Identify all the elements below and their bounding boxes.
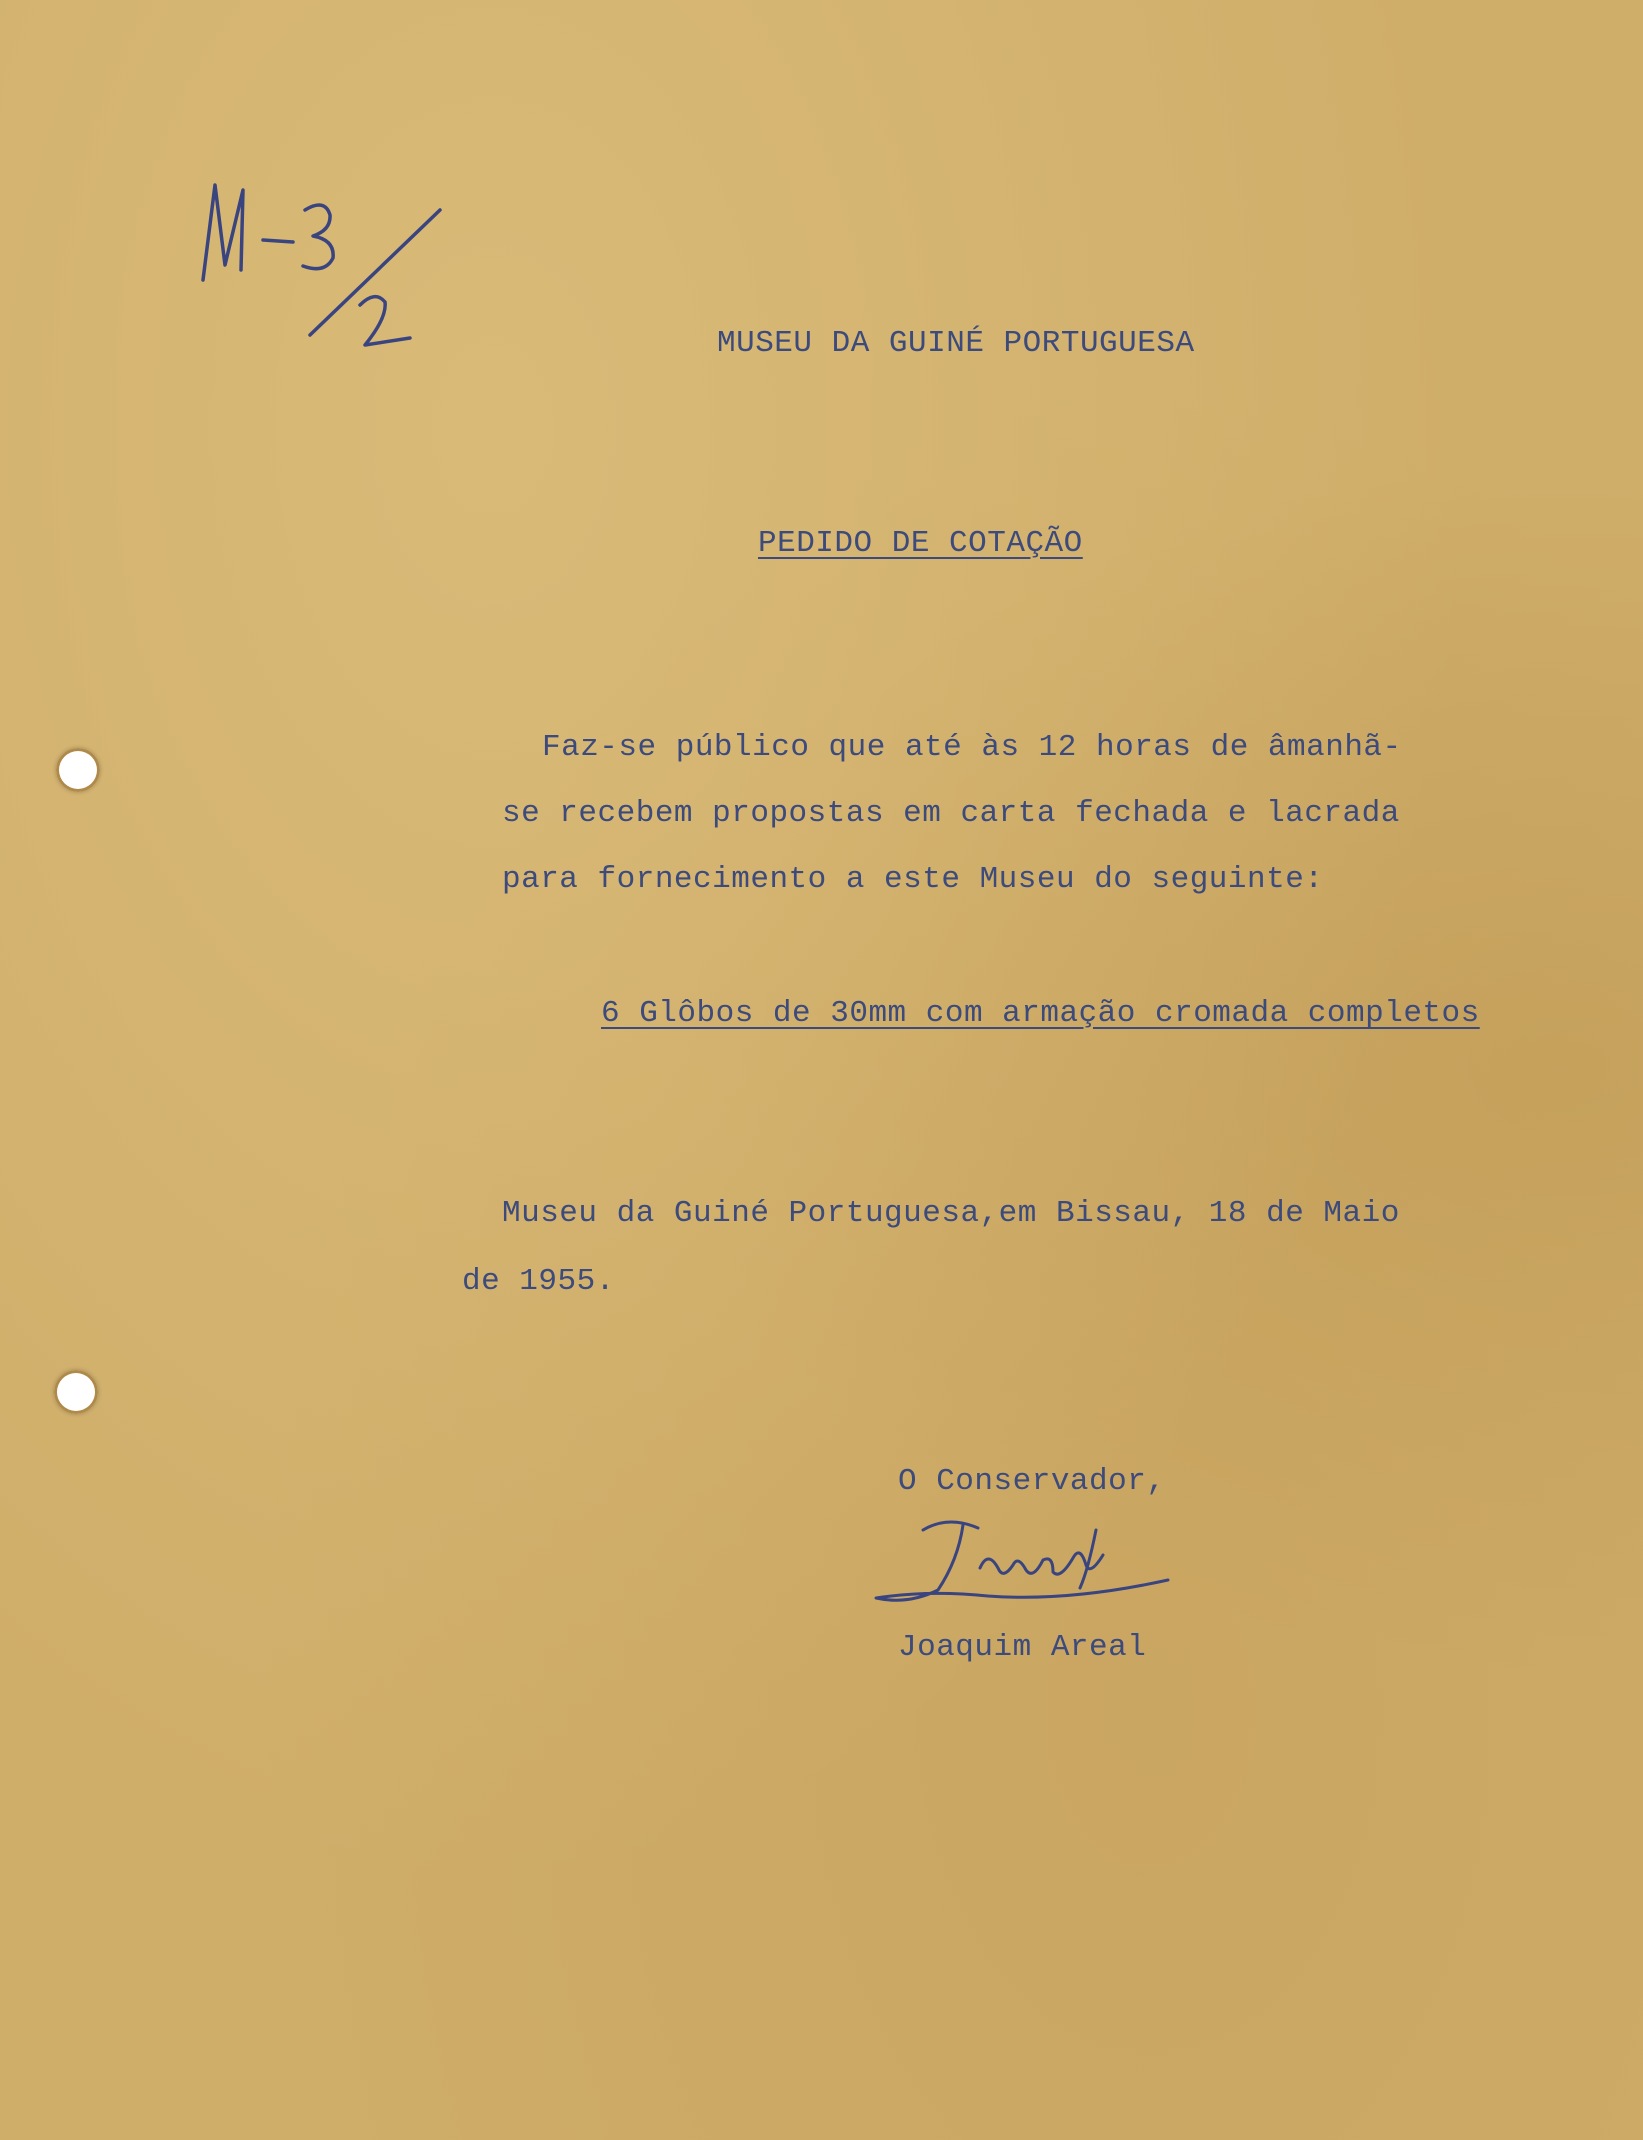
signatory-name: Joaquim Areal [898, 1630, 1147, 1665]
body-line-3: para fornecimento a este Museu do seguinte: [502, 862, 1324, 897]
institution-heading: MUSEU DA GUINÉ PORTUGUESA [717, 326, 1195, 361]
closing-title: O Conservador, [898, 1464, 1166, 1499]
place-date-line-2: de 1955. [462, 1264, 615, 1299]
punch-hole-top [56, 748, 100, 792]
requested-item: 6 Glôbos de 30mm com armação cromada completos [601, 996, 1480, 1031]
handwritten-reference-mark [185, 170, 455, 370]
body-line-2: se recebem propostas em carta fechada e lacrada [502, 796, 1400, 831]
document-title: PEDIDO DE COTAÇÃO [758, 526, 1083, 561]
body-line-1: Faz-se público que até às 12 horas de âmanhã- [542, 730, 1402, 765]
place-date-line-1: Museu da Guiné Portuguesa,em Bissau, 18 de Maio [502, 1196, 1400, 1231]
punch-hole-bottom [54, 1370, 98, 1414]
signature [868, 1510, 1178, 1620]
